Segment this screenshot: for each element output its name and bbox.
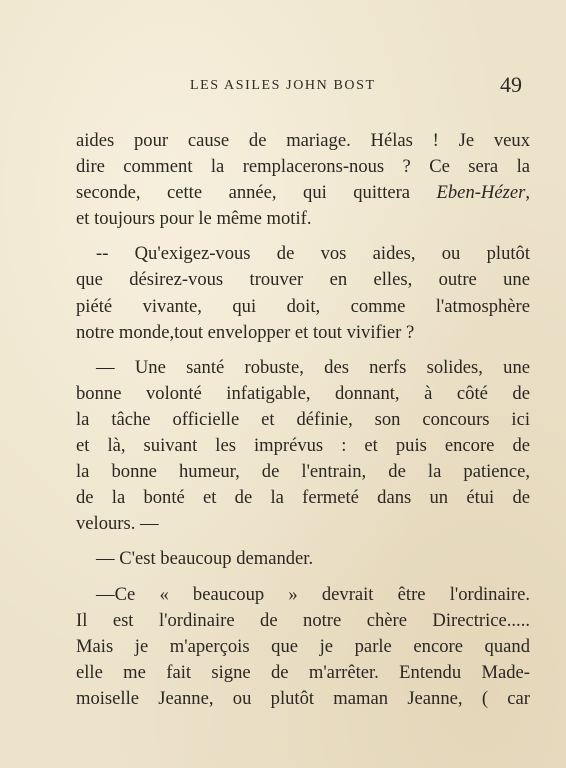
text-line: de la bonté et de la fermeté dans un étui de xyxy=(76,487,530,509)
text-line: et là, suivant les imprévus : et puis encore de xyxy=(76,435,530,457)
text-line: -- Qu'exigez-vous de vos aides, ou plutôt xyxy=(96,243,530,265)
text-line: — Une santé robuste, des nerfs solides, une xyxy=(96,356,530,378)
text-line: la tâche officielle et définie, son concours ici xyxy=(76,408,530,430)
text-line: bonne volonté infatigable, donnant, à côté de xyxy=(76,382,530,404)
page-number: 49 xyxy=(500,72,522,97)
text-line: moiselle Jeanne, ou plutôt maman Jeanne, ( car xyxy=(76,687,530,709)
text-line: —Ce « beaucoup » devrait être l'ordinaire. xyxy=(96,583,530,605)
text-line: que désirez-vous trouver en elles, outre une xyxy=(76,269,530,291)
text-line: dire comment la remplacerons-nous ? Ce sera la xyxy=(76,156,530,178)
text-line: velours. — xyxy=(76,513,159,535)
page-header xyxy=(0,72,566,100)
text-line: piété vivante, qui doit, comme l'atmosphère xyxy=(76,295,530,317)
text-line: la bonne humeur, de l'entrain, de la patience, xyxy=(76,461,530,483)
running-title: LES ASILES JOHN BOST xyxy=(190,78,376,93)
text-line: elle me fait signe de m'arrêter. Entendu Made- xyxy=(76,661,530,683)
text-line: notre monde,tout envelopper et tout vivifier ? xyxy=(76,321,415,343)
text-line: — C'est beaucoup demander. xyxy=(96,548,314,570)
italic-place-name: Eben-Hézer xyxy=(436,182,526,204)
body-text xyxy=(76,128,530,712)
text-segment: seconde, cette année, qui quittera xyxy=(76,182,437,204)
text-line: Il est l'ordinaire de notre chère Directrice..... xyxy=(76,609,530,631)
text-line xyxy=(76,180,530,206)
text-line: et toujours pour le même motif. xyxy=(76,208,312,230)
text-line: aides pour cause de mariage. Hélas ! Je veux xyxy=(76,130,530,151)
text-segment: , xyxy=(525,182,530,204)
text-line: Mais je m'aperçois que je parle encore quand xyxy=(76,635,530,657)
